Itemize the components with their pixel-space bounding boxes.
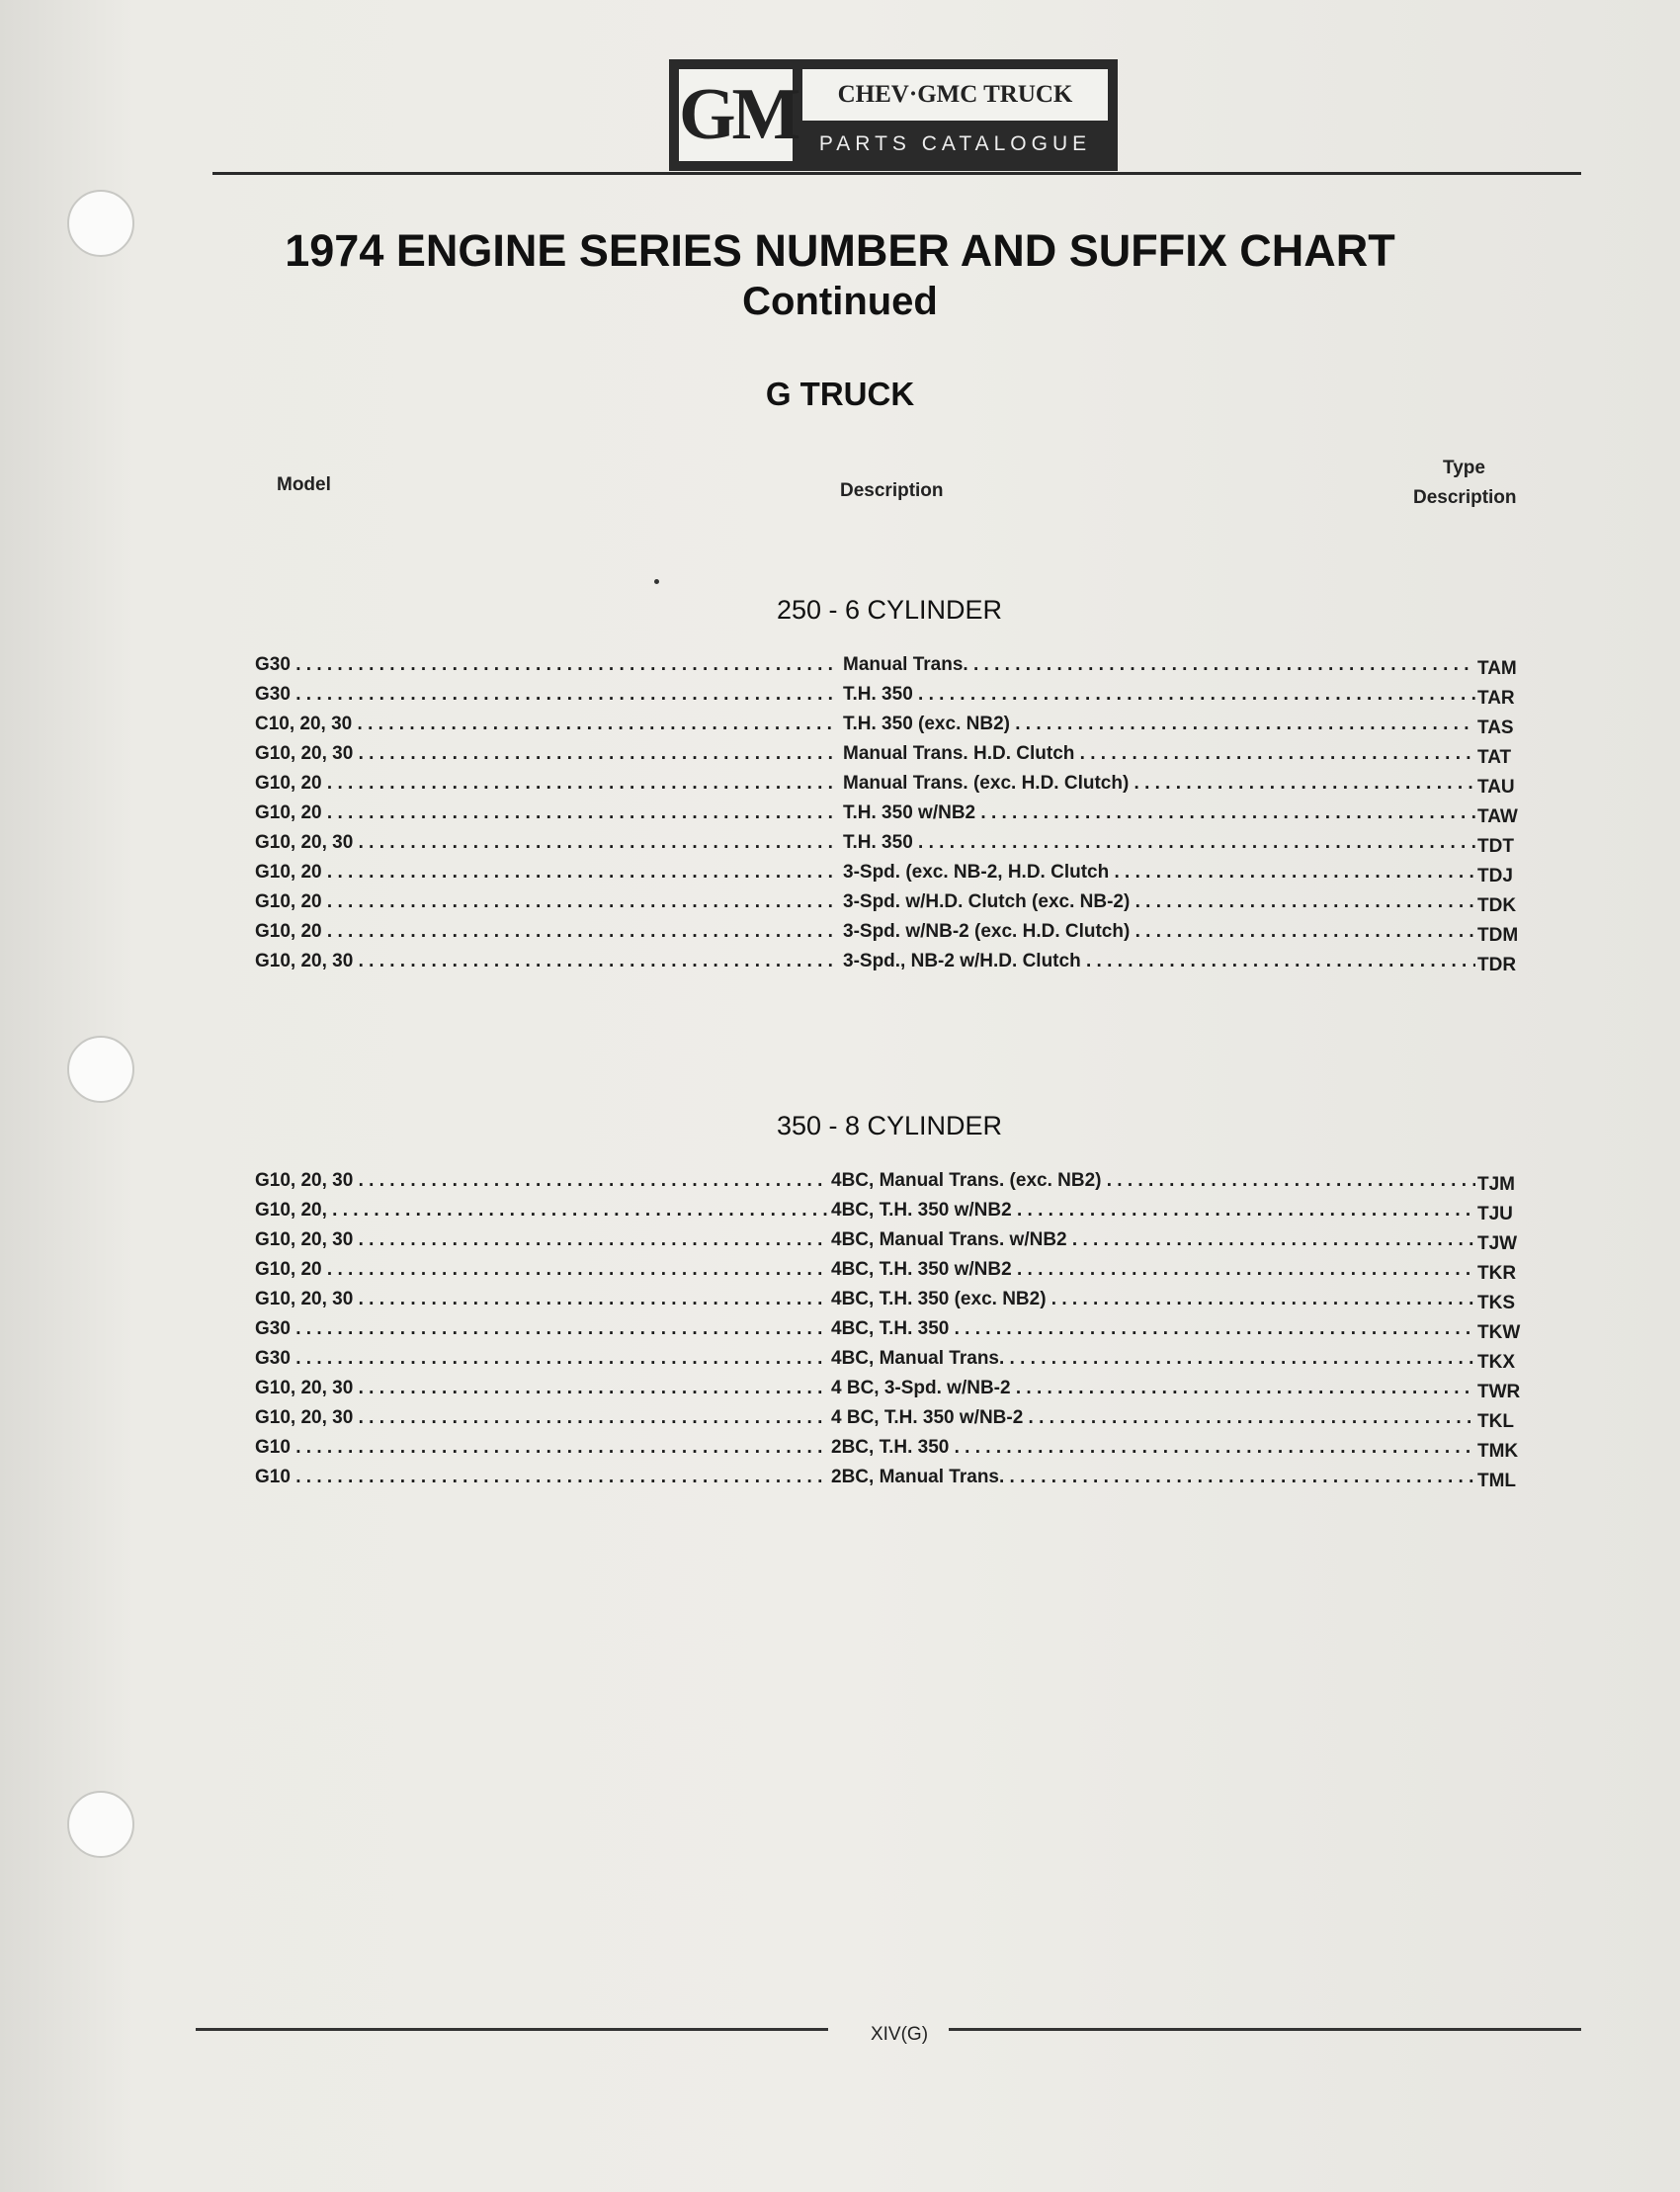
description-cell: 4BC, T.H. 350 w/NB2 . . . [831,1259,1475,1281]
table-row [255,1348,1530,1378]
table-350-8-cylinder [255,1170,1530,1496]
model-cell: G10, 20, 30 . . . [255,832,838,854]
table-row [255,684,1530,714]
description-cell: T.H. 350 . . . [843,684,1475,706]
description-cell: 2BC, T.H. 350 . . . [831,1437,1475,1459]
description-cell: 3-Spd. (exc. NB-2, H.D. Clutch . . . [843,862,1475,884]
table-row [255,1170,1530,1200]
table-row [255,1378,1530,1407]
model-cell: G10, 20, 30 . . . [255,1378,828,1399]
model-cell: G10, 20 . . . [255,1259,828,1281]
type-cell: TKL [1477,1411,1514,1432]
table-row [255,862,1530,891]
table-row [255,654,1530,684]
type-cell: TAW [1477,806,1518,827]
table-row [255,921,1530,951]
type-cell: TML [1477,1471,1517,1491]
model-cell: G10, 20, 30 . . . [255,1229,828,1251]
description-cell: 3-Spd. w/NB-2 (exc. H.D. Clutch) . . . [843,921,1475,943]
model-cell: G10, 20, 30 . . . [255,1170,828,1192]
section-heading-350: 350 - 8 CYLINDER [776,1111,1003,1140]
column-header-type-line2: Description [1413,487,1517,508]
table-250-6-cylinder [255,654,1530,980]
model-cell: C10, 20, 30 . . . [255,714,838,735]
table-row [255,802,1530,832]
table-row [255,743,1530,773]
model-cell: G30 . . . [255,654,838,676]
logo-top-line: CHEV·GMC TRUCK [802,69,1108,121]
model-cell: G10, 20 . . . [255,802,838,824]
type-cell: TKR [1477,1263,1517,1284]
page-title-continued: Continued [742,280,938,323]
description-cell: T.H. 350 . . . [843,832,1475,854]
description-cell: 4BC, Manual Trans. w/NB2 . . . [831,1229,1475,1251]
type-cell: TJW [1477,1233,1518,1254]
page-subtitle: G TRUCK [765,376,915,412]
description-cell: 2BC, Manual Trans. . . . [831,1467,1475,1488]
description-cell: Manual Trans. H.D. Clutch . . . [843,743,1475,765]
table-row [255,773,1530,802]
table-row [255,1467,1530,1496]
model-cell: G10, 20, . . . [255,1200,828,1222]
binder-hole-middle [67,1036,134,1103]
section-heading-250: 250 - 6 CYLINDER [776,595,1003,625]
type-cell: TKX [1477,1352,1515,1373]
model-cell: G10, 20 . . . [255,773,838,795]
model-cell: G30 . . . [255,684,838,706]
table-row [255,1407,1530,1437]
description-cell: 4 BC, T.H. 350 w/NB-2 . . . [831,1407,1475,1429]
table-row [255,1318,1530,1348]
table-row [255,1437,1530,1467]
type-cell: TDM [1477,925,1519,946]
table-row [255,832,1530,862]
column-header-type-line1: Type [1443,458,1485,478]
table-row [255,1289,1530,1318]
table-row [255,1229,1530,1259]
model-cell: G30 . . . [255,1348,828,1370]
description-cell: 3-Spd. w/H.D. Clutch (exc. NB-2) . . . [843,891,1475,913]
stray-mark [654,579,659,584]
type-cell: TWR [1477,1382,1521,1402]
description-cell: T.H. 350 (exc. NB2) . . . [843,714,1475,735]
type-cell: TJU [1477,1204,1513,1224]
type-cell: TJM [1477,1174,1515,1195]
gm-mark: GM [679,69,793,161]
page-title: 1974 ENGINE SERIES NUMBER AND SUFFIX CHART [285,225,1395,276]
type-cell: TDR [1477,955,1517,975]
type-cell: TAM [1477,658,1517,679]
gm-parts-catalogue-logo [669,59,1118,171]
table-row [255,1200,1530,1229]
column-header-model: Model [277,474,331,495]
description-cell: 4BC, T.H. 350 . . . [831,1318,1475,1340]
binder-hole-top [67,190,134,257]
footer-rule-left [196,2028,828,2031]
description-cell: T.H. 350 w/NB2 . . . [843,802,1475,824]
type-cell: TDJ [1477,866,1513,886]
model-cell: G10, 20 . . . [255,921,838,943]
model-cell: G10, 20, 30 . . . [255,743,838,765]
logo-bottom-line: PARTS CATALOGUE [818,132,1092,155]
model-cell: G30 . . . [255,1318,828,1340]
table-row [255,1259,1530,1289]
binder-hole-bottom [67,1791,134,1858]
description-cell: 4BC, Manual Trans. . . . [831,1348,1475,1370]
type-cell: TMK [1477,1441,1519,1462]
model-cell: G10 . . . [255,1437,828,1459]
type-cell: TAR [1477,688,1515,709]
type-cell: TAT [1477,747,1512,768]
model-cell: G10, 20, 30 . . . [255,1289,828,1310]
table-row [255,714,1530,743]
type-cell: TKS [1477,1293,1515,1313]
description-cell: Manual Trans. (exc. H.D. Clutch) . . . [843,773,1475,795]
type-cell: TDT [1477,836,1514,857]
type-cell: TDK [1477,895,1517,916]
column-header-description: Description [840,480,944,501]
type-cell: TAU [1477,777,1515,798]
description-cell: Manual Trans. . . . [843,654,1475,676]
description-cell: 4BC, Manual Trans. (exc. NB2) . . . [831,1170,1475,1192]
model-cell: G10, 20, 30 . . . [255,951,838,972]
description-cell: 4BC, T.H. 350 w/NB2 . . . [831,1200,1475,1222]
header-rule [212,172,1581,175]
description-cell: 4BC, T.H. 350 (exc. NB2) . . . [831,1289,1475,1310]
description-cell: 4 BC, 3-Spd. w/NB-2 . . . [831,1378,1475,1399]
page-number: XIV(G) [870,2024,929,2045]
footer-rule-right [949,2028,1581,2031]
model-cell: G10, 20 . . . [255,862,838,884]
type-cell: TKW [1477,1322,1521,1343]
description-cell: 3-Spd., NB-2 w/H.D. Clutch . . . [843,951,1475,972]
model-cell: G10, 20, 30 . . . [255,1407,828,1429]
table-row [255,951,1530,980]
type-cell: TAS [1477,717,1514,738]
table-row [255,891,1530,921]
model-cell: G10 . . . [255,1467,828,1488]
model-cell: G10, 20 . . . [255,891,838,913]
